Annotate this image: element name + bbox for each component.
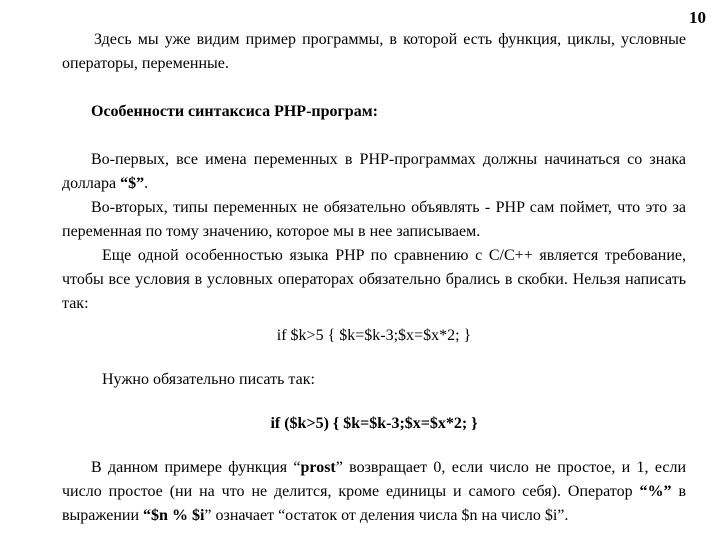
spacer (62, 124, 686, 148)
spacer (62, 76, 686, 100)
syntax-heading: Особенности синтаксиса PHP-програм: (91, 103, 378, 120)
last-paragraph (62, 456, 686, 528)
document-body (62, 28, 686, 528)
dollar-sign-code: “$” (120, 175, 145, 192)
last-part-2: ” возвращает 0, если число не простое, и 1, если число простое (ни на что не делится, кроме единицы и самого себя). Оператор (62, 459, 687, 500)
first-rule-text: Во-первых, все имена переменных в PHP-программах должны начинаться со знака доллара (62, 151, 686, 192)
last-part-4: ” означает “остаток от деления числа $n на число $i”. (204, 507, 569, 524)
percent-operator: “%” (639, 483, 672, 500)
spacer (62, 316, 686, 324)
prost-function-name: prost (300, 459, 336, 476)
must-write-line: Нужно обязательно писать так: (102, 371, 315, 388)
page-number: 10 (689, 8, 706, 27)
third-rule-paragraph: Еще одной особенностью языка PHP по сравнению с C/C++ является требование, чтобы все условия в условных операторах обязательно брались в скобки. Нельзя написать так: (62, 247, 686, 312)
spacer (62, 436, 686, 456)
modulo-expression: “$n % $i (143, 507, 205, 524)
spacer (62, 392, 686, 412)
last-part-1: В данном примере функция “ (91, 459, 301, 476)
wrong-code-example: if $k>5 { $k=$k-3;$x=$x*2; } (276, 327, 472, 344)
first-rule-end: . (144, 175, 149, 192)
first-rule-paragraph (62, 148, 686, 196)
last-part-3: в выражении (62, 483, 687, 524)
spacer (62, 348, 686, 368)
second-rule-paragraph: Во-вторых, типы переменных не обязательно объявлять - PHP сам поймет, что это за переменная по тому значению, которое мы в нее записываем. (62, 199, 686, 240)
intro-paragraph: Здесь мы уже видим пример программы, в которой есть функция, циклы, условные операторы, переменные. (62, 31, 686, 72)
right-code-example: if ($k>5) { $k=$k-3;$x=$x*2; } (270, 415, 478, 432)
